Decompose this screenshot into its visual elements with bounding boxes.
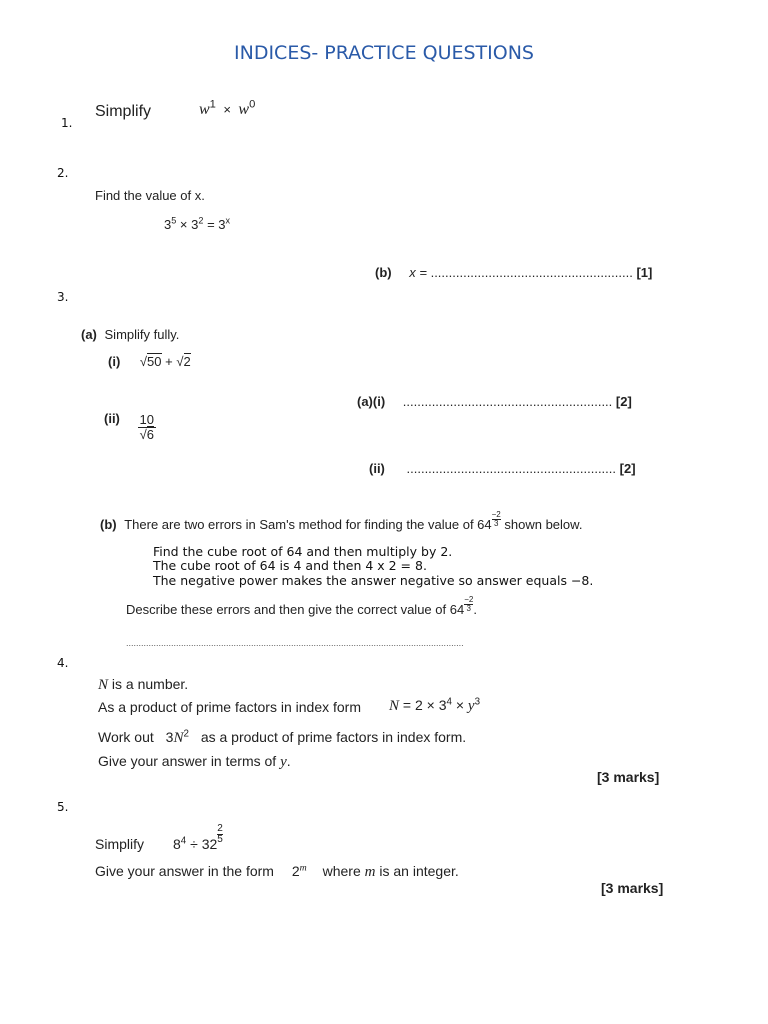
- q2-prompt: Find the value of x.: [95, 188, 205, 203]
- q3-part-ii: [104, 413, 156, 443]
- q5-exp-1: 4: [180, 835, 187, 847]
- q3-i-label: (i): [108, 354, 121, 369]
- q4-line-3: [98, 729, 466, 747]
- q3-describe-text: Describe these errors and then give the correct value of 64: [126, 602, 465, 617]
- q2-exp-b: 2: [198, 215, 204, 226]
- q5-line2-pre: Give your answer in the form: [95, 863, 274, 879]
- question-5-number: 5.: [57, 800, 69, 814]
- q1-exp-1: 1: [209, 98, 216, 111]
- q4-line4-post: .: [286, 753, 291, 769]
- q4-line-1: [98, 676, 188, 694]
- q4-line1-text: is a number.: [111, 676, 189, 692]
- q1-times: ×: [223, 102, 231, 117]
- q3-ai-answer-line: [357, 394, 632, 409]
- q3-part-a: [81, 327, 179, 342]
- q5-line-2: [95, 863, 459, 881]
- q5-form-exp: m: [299, 862, 307, 874]
- q3-part-b-text-end: shown below.: [504, 517, 583, 532]
- q4-line1-var: N: [98, 677, 109, 693]
- q3-describe-exp-den: 3: [466, 604, 471, 613]
- q5-exponent-fraction: [217, 824, 223, 845]
- q2-equation: [164, 217, 230, 232]
- q3-b-exponent: [492, 511, 501, 528]
- q3-describe-exp-sign: −: [464, 595, 469, 604]
- q5-divide: ÷: [190, 836, 198, 852]
- q4-eq-var: N: [389, 698, 400, 714]
- q3-aii-dots: ..........................................................: [406, 461, 617, 476]
- q3-describe-exponent: [464, 596, 473, 613]
- q4-line4-pre: Give your answer in terms of: [98, 753, 277, 769]
- q3-aii-answer-line: [369, 461, 636, 476]
- q5-line2-mid: where: [322, 863, 361, 879]
- q4-eq-y: y: [467, 698, 475, 714]
- q5-line2-post: is an integer.: [379, 863, 459, 879]
- question-4-number: 4.: [57, 656, 69, 670]
- q1-var-2: w: [238, 101, 250, 118]
- q4-equation: [389, 697, 480, 715]
- q2-answer-var: x =: [409, 265, 427, 280]
- q2-exp-x: x: [225, 215, 231, 226]
- q2-equals: =: [207, 217, 215, 232]
- q5-expression: [173, 823, 223, 857]
- q3-part-a-text: Simplify fully.: [104, 327, 180, 342]
- q3-describe-end: .: [473, 602, 477, 617]
- q3-part-b-text: There are two errors in Sam's method for finding the value of 64: [124, 517, 492, 532]
- q3-aii-answer-label: (ii): [369, 461, 385, 476]
- q2-marks: [1]: [636, 265, 653, 280]
- q4-line-2: As a product of prime factors in index form: [98, 699, 361, 715]
- q3-part-a-label: (a): [81, 327, 97, 342]
- q4-line-4: [98, 753, 291, 771]
- q3-method-line-2: The cube root of 64 is 4 and then 4 x 2 = 8.: [153, 558, 427, 573]
- q4-line3-pre: Work out: [98, 729, 154, 745]
- q3-b-exp-num: 2: [496, 510, 501, 519]
- q3-method-line-3: The negative power makes the answer negative so answer equals −8.: [153, 573, 594, 588]
- q3-describe-exp-num: 2: [468, 595, 474, 604]
- q3-ii-label: (ii): [104, 411, 120, 427]
- q2-base-2: 3: [191, 217, 199, 232]
- q2-answer-dots: ........................................................: [430, 265, 633, 280]
- q3-ii-numerator: 10: [139, 412, 154, 427]
- q4-line3-var: N: [173, 730, 184, 746]
- q5-exp-den: 5: [217, 834, 223, 845]
- q3-b-exp-den: 3: [493, 519, 499, 528]
- q2-times: ×: [179, 217, 188, 232]
- q5-base-1: 8: [173, 836, 181, 852]
- q3-b-exp-sign: −: [491, 510, 497, 519]
- question-3-number: 3.: [57, 290, 69, 304]
- q3-sqrt-2: 2: [183, 354, 191, 369]
- q4-eq-times: ×: [455, 697, 465, 713]
- q4-line3-coef: 3: [165, 729, 174, 745]
- q4-eq-rest: = 2 × 3: [402, 697, 447, 713]
- q5-exp-num: 2: [217, 823, 223, 834]
- q3-ai-dots: ..........................................................: [402, 394, 613, 409]
- page-title: INDICES- PRACTICE QUESTIONS: [234, 42, 534, 64]
- q2-answer-line: [375, 265, 652, 280]
- q5-simplify-label: Simplify: [95, 836, 145, 852]
- q4-eq-y-exp: 3: [474, 696, 481, 708]
- q3-sqrt-50: 50: [147, 354, 162, 369]
- q2-base-1: 3: [164, 217, 172, 232]
- q5-marks: [3 marks]: [601, 880, 664, 896]
- q4-marks: [3 marks]: [597, 769, 660, 785]
- q3-aii-marks: [2]: [619, 461, 636, 476]
- q1-expression: [199, 98, 256, 119]
- q2-exp-a: 5: [171, 215, 177, 226]
- q2-answer-label: (b): [375, 265, 392, 280]
- q4-line3-post: as a product of prime factors in index form.: [200, 729, 467, 745]
- q5-form-base: 2: [291, 863, 300, 879]
- q5-base-2: 32: [201, 836, 218, 852]
- q3-plus: +: [165, 354, 173, 369]
- q3-ai-answer-label: (a)(i): [357, 394, 386, 409]
- q3-method-line-1: Find the cube root of 64 and then multiply by 2.: [153, 544, 453, 559]
- q2-base-3: 3: [218, 217, 226, 232]
- q1-var-1: w: [199, 101, 210, 118]
- question-1-number: 1.: [61, 116, 73, 130]
- q3-ii-fraction: $\frac{10}{√6}$: [139, 412, 154, 443]
- q4-eq-exp: 4: [446, 696, 452, 708]
- q4-line3-exp: 2: [183, 728, 189, 740]
- question-2-number: 2.: [57, 166, 69, 180]
- q4-line4-var: y: [280, 754, 287, 770]
- q3-describe: [126, 595, 477, 619]
- q3-ai-marks: [2]: [615, 394, 632, 409]
- q1-simplify-label: Simplify: [95, 103, 152, 120]
- q1-exp-2: 0: [249, 98, 256, 111]
- q3-part-b: [100, 510, 583, 534]
- q3-part-i: (i) √50 + √2: [108, 354, 191, 369]
- q3-ii-denominator: 6: [146, 427, 154, 443]
- q3-answer-dots: .......................................................................................................................................: [126, 638, 464, 648]
- q5-line2-var: m: [364, 864, 376, 880]
- q3-part-b-label: (b): [100, 517, 117, 532]
